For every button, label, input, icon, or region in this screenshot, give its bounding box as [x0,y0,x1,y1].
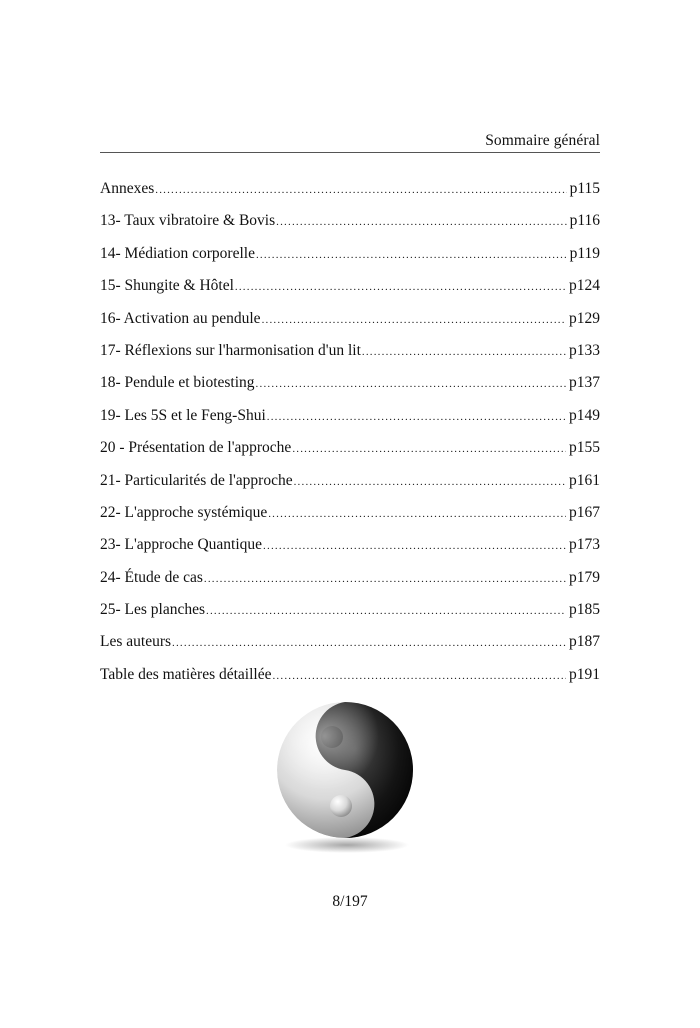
dot-leader [268,508,566,520]
toc-entry-label: 13- Taux vibratoire & Bovis [100,212,276,230]
dot-leader [172,637,566,649]
toc-entry-page: p191 [569,665,600,683]
toc-entry-page: p161 [569,471,600,489]
toc-entry-label: 19- Les 5S et le Feng-Shui [100,406,266,424]
toc-entry-label: 24- Étude de cas [100,568,203,586]
toc-entry-page: p137 [569,374,600,392]
toc-entry-page: p155 [569,439,600,457]
toc-entry-15[interactable] [100,277,600,309]
toc-entry-label: 17- Réflexions sur l'harmonisation d'un lit [100,341,361,359]
toc-entry-label: 25- Les planches [100,601,206,619]
header-title: Sommaire général [485,132,600,149]
toc-entry-page: p149 [569,406,600,424]
dot-leader [263,540,566,552]
toc-entry-label: 18- Pendule et biotesting [100,374,255,392]
dot-leader [204,573,566,585]
toc-entry-label: Les auteurs [100,633,172,651]
page-number: 8/197 [332,893,368,910]
dot-leader [256,378,566,390]
dot-leader [262,314,566,326]
toc-entry-17[interactable] [100,342,600,374]
toc-entry-auteurs[interactable] [100,633,600,665]
toc-entry-label: 21- Particularités de l'approche [100,471,293,489]
dot-leader [267,411,566,423]
toc-entry-label: Annexes [100,180,155,197]
toc-entry-page: p119 [569,244,600,262]
dot-leader [206,605,566,617]
toc-entry-14[interactable] [100,245,600,277]
toc-entry-table-detaillee[interactable] [100,666,600,698]
dot-leader [235,281,566,293]
toc-entry-label: 16- Activation au pendule [100,309,261,327]
toc-entry-23[interactable] [100,536,600,568]
toc-entry-label: 15- Shungite & Hôtel [100,277,234,295]
toc-entry-24[interactable] [100,569,600,601]
dot-leader [292,443,566,455]
dot-leader [294,476,566,488]
toc-entry-page: p116 [569,212,600,230]
table-of-contents [100,180,600,698]
toc-entry-16[interactable] [100,310,600,342]
toc-entry-page: p185 [569,601,600,619]
toc-entry-page: p124 [569,277,600,295]
toc-entry-label: 23- L'approche Quantique [100,536,263,554]
toc-entry-19[interactable] [100,407,600,439]
toc-entry-page: p129 [569,309,600,327]
toc-entry-20[interactable] [100,439,600,471]
toc-entry-page: p167 [569,503,600,521]
toc-entry-page: p133 [569,341,600,359]
dot-leader [362,346,566,358]
toc-entry-page: p115 [569,180,600,197]
toc-entry-18[interactable] [100,374,600,406]
dot-leader [256,249,567,261]
toc-entry-22[interactable] [100,504,600,536]
dot-leader [272,670,566,682]
dot-leader [276,216,566,228]
page-header [100,128,600,153]
toc-entry-label: 20 - Présentation de l'approche [100,439,292,457]
dot-leader [155,184,566,196]
toc-entry-label: 14- Médiation corporelle [100,244,255,262]
toc-entry-page: p179 [569,568,600,586]
toc-entry-annexes[interactable] [100,180,600,212]
toc-entry-25[interactable] [100,601,600,633]
toc-entry-label: Table des matières détaillée [100,665,272,683]
yin-yang-sphere-icon [262,700,432,860]
toc-entry-page: p187 [569,633,600,651]
toc-entry-page: p173 [569,536,600,554]
toc-entry-label: 22- L'approche systémique [100,503,268,521]
toc-entry-13[interactable] [100,212,600,244]
toc-entry-21[interactable] [100,472,600,504]
